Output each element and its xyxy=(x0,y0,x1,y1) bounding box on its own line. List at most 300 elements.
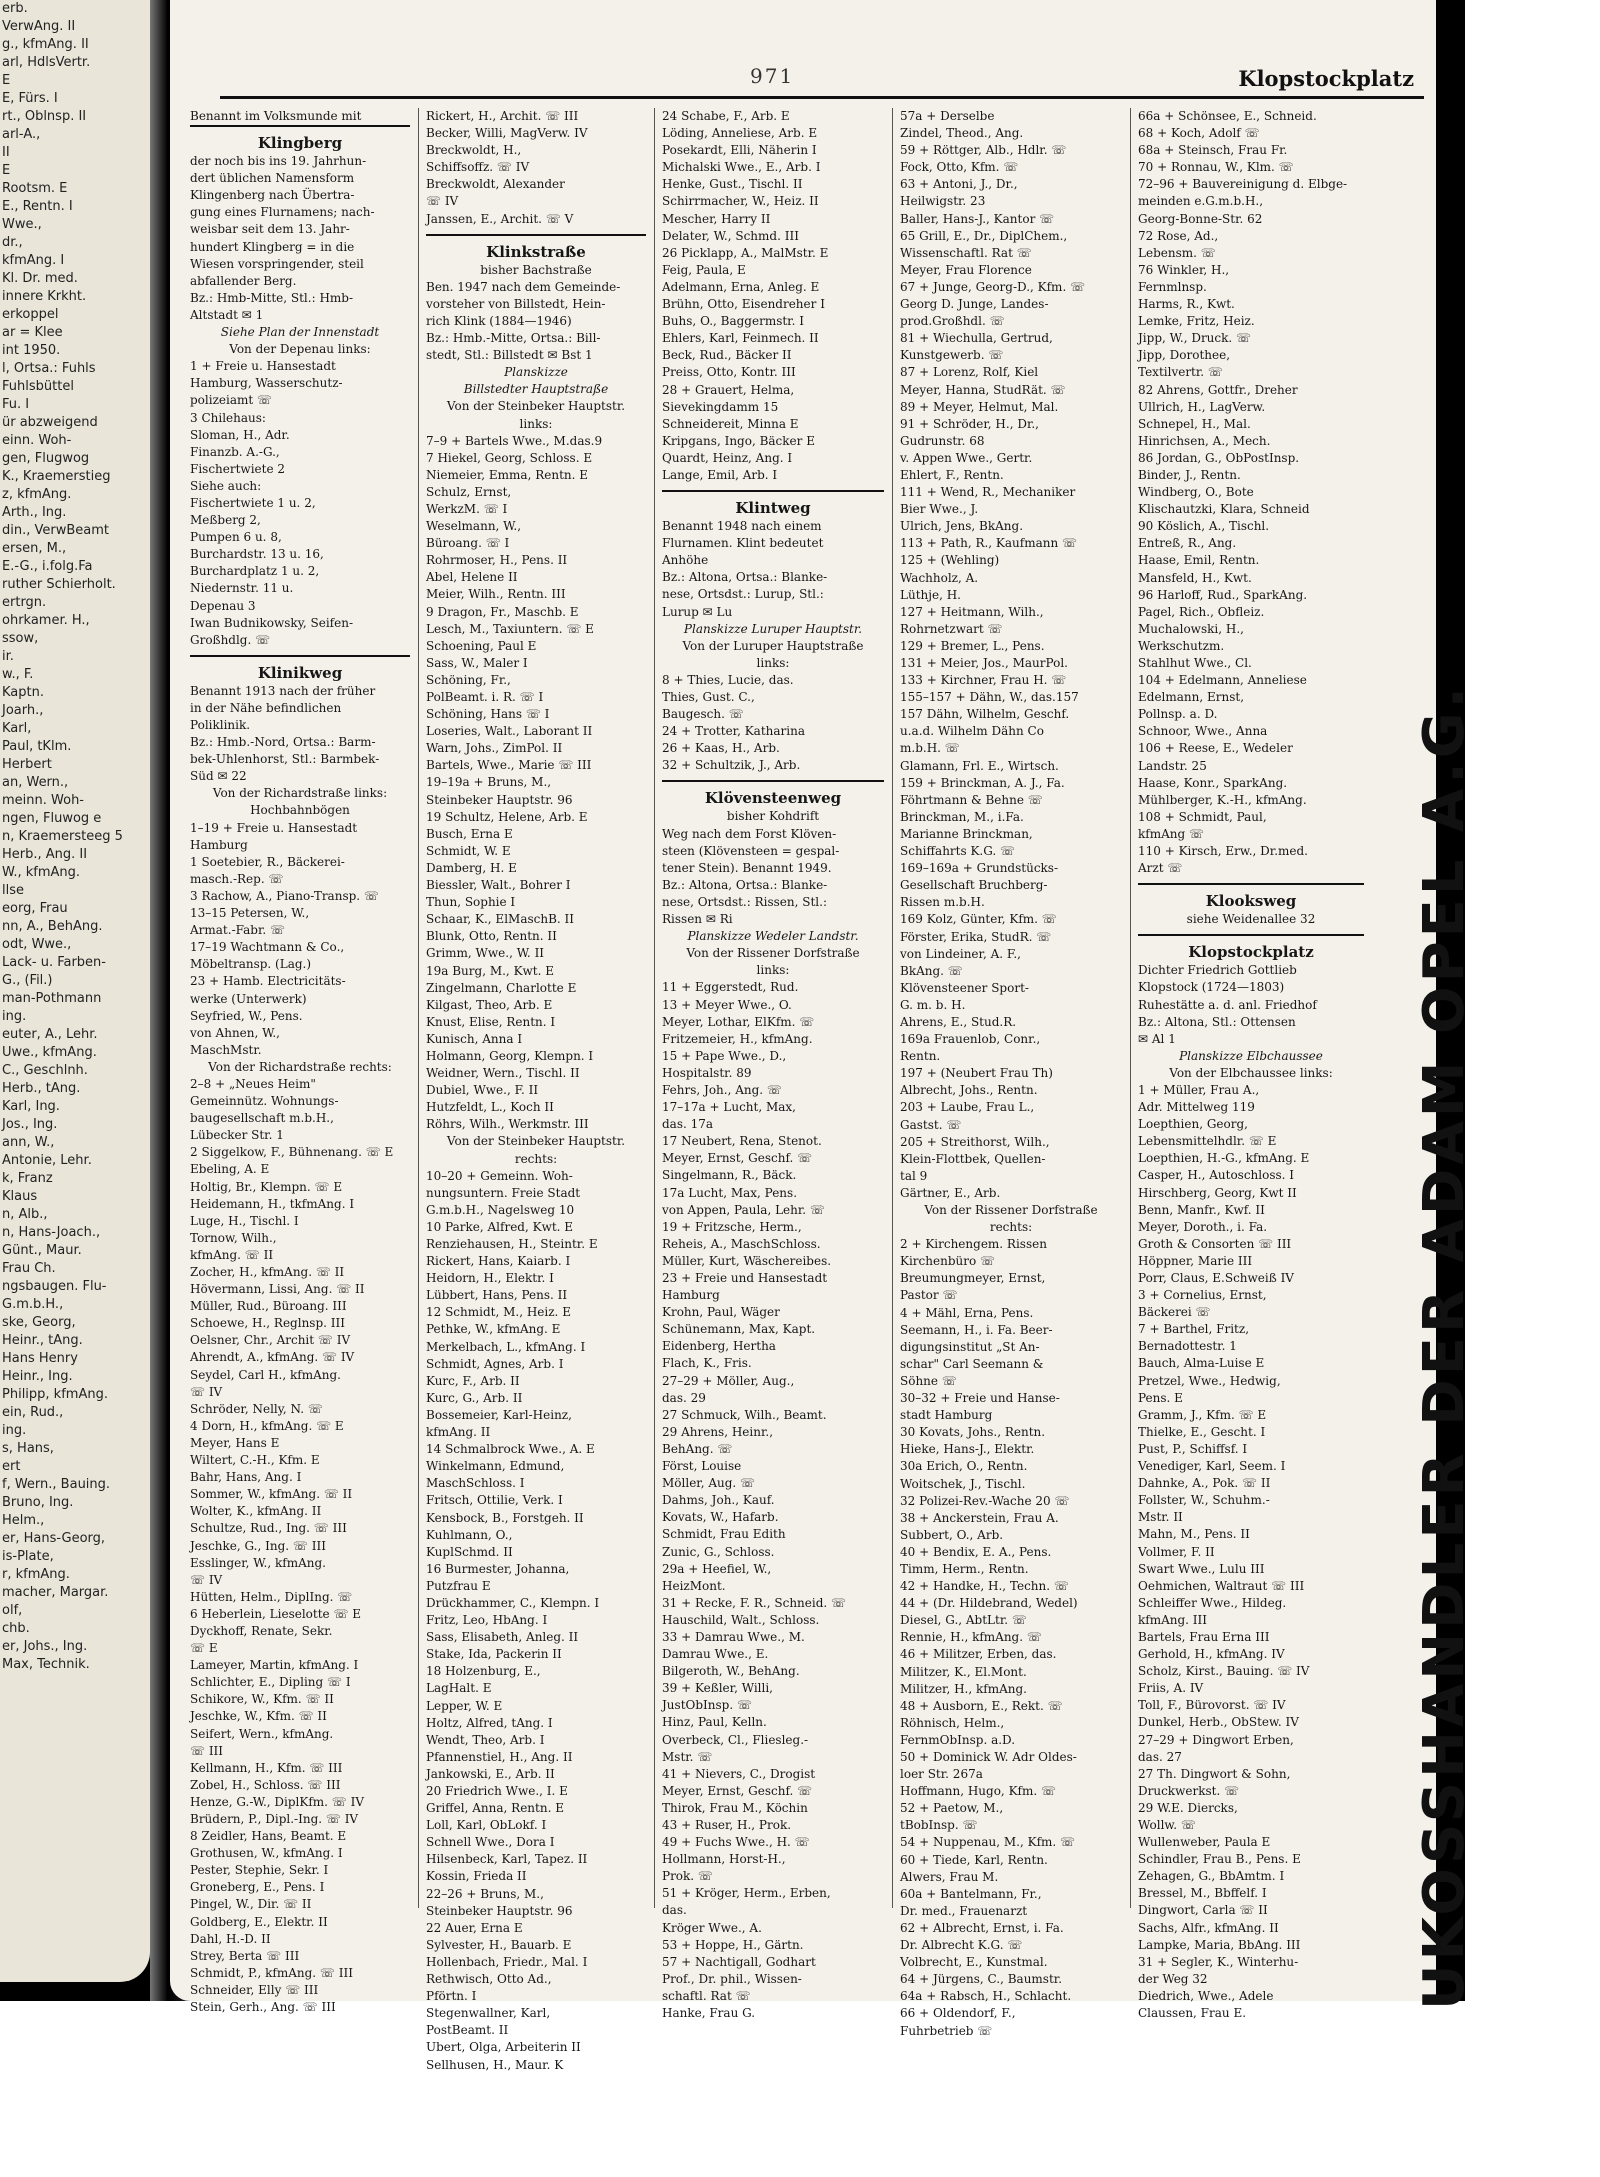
directory-entry: Haase, Konr., SparkAng. xyxy=(1138,775,1288,790)
directory-entry: Bauch, Alma-Luise E xyxy=(1138,1356,1265,1371)
directory-entry: Schiffsoffz. ☏ IV xyxy=(426,160,530,175)
directory-entry: 46 + Militzer, Erben, das. xyxy=(900,1647,1057,1662)
section-label: bisher Bachstraße xyxy=(480,262,592,277)
directory-entry: Breckwoldt, H., xyxy=(426,143,522,158)
directory-entry: Bz.: Hmb-Mitte, Stl.: Hmb- xyxy=(190,290,354,305)
directory-entry: 82 Ahrens, Gottfr., Dreher xyxy=(1138,382,1298,397)
directory-entry: G.m.b.H., Nagelsweg 10 xyxy=(426,1202,575,1217)
directory-entry: Lüthje, H. xyxy=(900,587,961,602)
directory-entry: BehAng. ☏ xyxy=(662,1441,733,1456)
left-page-line: w., F. xyxy=(2,667,34,682)
directory-entry: Swart Wwe., Lulu III xyxy=(1138,1561,1265,1576)
directory-entry: Schnepel, H., Mal. xyxy=(1138,416,1251,431)
directory-entry: Dr. Albrecht K.G. ☏ xyxy=(900,1938,1023,1953)
plan-reference: Billstedter Hauptstraße xyxy=(463,382,609,397)
directory-entry: Preiss, Otto, Kontr. III xyxy=(662,365,796,380)
directory-entry: Krohn, Paul, Wäger xyxy=(662,1305,780,1320)
directory-entry: Zehagen, G., BbAmtm. I xyxy=(1138,1869,1285,1884)
directory-entry: 13 + Meyer Wwe., O. xyxy=(662,997,792,1012)
directory-entry: Steinbeker Hauptstr. 96 xyxy=(426,792,573,807)
section-label: rechts: xyxy=(989,1220,1033,1235)
directory-entry: Benannt 1913 nach der früher xyxy=(190,683,376,698)
directory-entry: Meßberg 2, xyxy=(190,513,261,528)
directory-entry: 4 + Mähl, Erna, Pens. xyxy=(900,1305,1034,1320)
directory-entry: Rentn. xyxy=(900,1049,941,1064)
left-page-line: ar = Klee xyxy=(2,325,63,340)
directory-entry: Militzer, K., El.Mont. xyxy=(900,1664,1027,1679)
directory-entry: Mstr. II xyxy=(1138,1510,1183,1525)
directory-entry: 27–29 + Dingwort Erben, xyxy=(1138,1732,1294,1747)
directory-entry: Kilgast, Theo, Arb. E xyxy=(426,997,553,1012)
directory-entry: werke (Unterwerk) xyxy=(190,991,307,1006)
directory-entry: Söhne ☏ xyxy=(900,1373,957,1388)
left-page-line: din., VerwBeamt xyxy=(2,523,110,538)
directory-entry: 30 Kovats, Johs., Rentn. xyxy=(900,1425,1046,1440)
directory-column-4 xyxy=(900,108,1122,2038)
directory-entry: Röhnisch, Helm., xyxy=(900,1715,1005,1730)
directory-entry: Biessler, Walt., Bohrer I xyxy=(426,878,571,893)
directory-entry: Hollmann, Horst-H., xyxy=(662,1852,786,1867)
directory-entry: Baugesch. ☏ xyxy=(662,707,744,722)
directory-column-2 xyxy=(426,108,646,2072)
directory-entry: Volbrecht, E., Kunstmal. xyxy=(900,1955,1048,1970)
directory-entry: Pust, P., Schiffsf. I xyxy=(1138,1441,1248,1456)
directory-entry: 23 + Hamb. Electricitäts- xyxy=(190,974,346,989)
directory-entry: 30a Erich, O., Rentn. xyxy=(900,1459,1028,1474)
directory-entry: Zobel, H., Schloss. ☏ III xyxy=(190,1777,341,1792)
vertical-advertisement xyxy=(1410,120,1477,2020)
directory-entry: Rohrnetzwart ☏ xyxy=(900,621,1003,636)
directory-entry: 19a Burg, M., Kwt. E xyxy=(426,963,555,978)
directory-entry: Delater, W., Schmd. III xyxy=(662,228,799,243)
directory-entry: 125 + (Wehling) xyxy=(900,553,1000,568)
directory-entry: Friis, A. IV xyxy=(1138,1681,1204,1696)
directory-entry: 49 + Fuchs Wwe., H. ☏ xyxy=(662,1835,810,1850)
directory-entry: Windberg, O., Bote xyxy=(1138,485,1254,500)
directory-entry: Thirok, Frau M., Köchin xyxy=(662,1800,808,1815)
directory-entry: Röhrs, Wilh., Werkmstr. III xyxy=(426,1117,589,1132)
directory-entry: kfmAng. III xyxy=(1138,1612,1208,1627)
left-page-line: macher, Margar. xyxy=(2,1585,109,1600)
directory-entry: 1 + Müller, Frau A., xyxy=(1138,1082,1260,1097)
directory-column-5 xyxy=(1138,108,1364,2021)
directory-entry: Prof., Dr. phil., Wissen- xyxy=(662,1971,802,1986)
directory-entry: Ullrich, H., LagVerw. xyxy=(1138,399,1266,414)
directory-entry: Seydel, Carl H., kfmAng. xyxy=(190,1367,341,1382)
directory-entry: Hamburg, Wasserschutz- xyxy=(190,376,343,391)
directory-entry: Lebensm. ☏ xyxy=(1138,245,1216,260)
directory-entry: Wiltert, C.-H., Kfm. E xyxy=(190,1453,320,1468)
directory-entry: Bz.: Hmb.-Nord, Ortsa.: Barm- xyxy=(190,735,376,750)
directory-entry: Seifert, Wern., kfmAng. xyxy=(190,1726,334,1741)
directory-entry: Schaar, K., ElMaschB. II xyxy=(426,912,575,927)
directory-entry: Ulrich, Jens, BkAng. xyxy=(900,519,1024,534)
directory-entry: Knust, Elise, Rentn. I xyxy=(426,1014,556,1029)
directory-entry: 2–8 + „Neues Heim" xyxy=(190,1076,316,1091)
directory-entry: 17–17a + Lucht, Max, xyxy=(662,1100,796,1115)
directory-entry: Stake, Ida, Packerin II xyxy=(426,1647,562,1662)
directory-entry: 60 + Tiede, Karl, Rentn. xyxy=(900,1852,1048,1867)
directory-entry: 8 + Thies, Lucie, das. xyxy=(662,672,794,687)
directory-entry: Diesel, G., AbtLtr. ☏ xyxy=(900,1613,1027,1628)
left-page-line: Kaptn. xyxy=(2,685,44,700)
directory-entry: Schultze, Rud., Ing. ☏ III xyxy=(190,1521,347,1536)
directory-entry: Strey, Berta ☏ III xyxy=(190,1948,300,1963)
directory-entry: Mahn, M., Pens. II xyxy=(1138,1527,1250,1542)
left-page-line: Herbert xyxy=(2,757,52,772)
street-heading: Klooksweg xyxy=(1138,883,1364,911)
directory-entry: 14 Schmalbrock Wwe., A. E xyxy=(426,1442,595,1457)
left-page-line: ruther Schierholt. xyxy=(2,577,116,592)
left-page-line: C., Geschlnh. xyxy=(2,1063,88,1078)
directory-entry: MaschMstr. xyxy=(190,1042,262,1057)
section-label: Von der Richardstraße links: xyxy=(212,786,388,801)
directory-entry: Werkschutzm. xyxy=(1138,638,1225,653)
section-label: links: xyxy=(519,416,553,431)
directory-entry: Depenau 3 xyxy=(190,598,256,613)
directory-entry: BkAng. ☏ xyxy=(900,963,963,978)
left-page-line: Bruno, Ing. xyxy=(2,1495,74,1510)
left-page-line: Wwe., xyxy=(2,217,42,232)
left-page-line: k, Franz xyxy=(2,1171,53,1186)
directory-entry: Buhs, O., Baggermstr. I xyxy=(662,314,804,329)
directory-entry: 22 Auer, Erna E xyxy=(426,1920,523,1935)
left-page-line: K., Kraemerstieg xyxy=(2,469,111,484)
directory-entry: Schröder, Nelly, N. ☏ xyxy=(190,1401,323,1416)
directory-entry: Benannt im Volksmunde mit xyxy=(190,109,362,123)
column-divider xyxy=(892,108,893,1908)
section-label: Von der Rissener Dorfstraße xyxy=(924,1203,1098,1217)
directory-entry: 10 Parke, Alfred, Kwt. E xyxy=(426,1219,574,1234)
directory-entry: Diedrich, Wwe., Adele xyxy=(1138,1988,1274,2003)
directory-entry: 60a + Bantelmann, Fr., xyxy=(900,1886,1042,1901)
left-page-line: Uwe., kfmAng. xyxy=(2,1045,97,1060)
left-page-line: nn, A., BehAng. xyxy=(2,919,103,934)
directory-entry: Hilsenbeck, Karl, Tapez. II xyxy=(426,1852,588,1867)
left-page-line: Joarh., xyxy=(2,703,44,718)
directory-entry: loer Str. 267a xyxy=(900,1767,983,1782)
directory-entry: Hamburg xyxy=(190,837,248,852)
left-page-line: z, kfmAng. xyxy=(2,487,72,502)
directory-entry: 81 + Wiechulla, Gertrud, xyxy=(900,331,1053,346)
directory-entry: Busch, Erna E xyxy=(426,826,513,841)
directory-entry: 157 Dähn, Wilhelm, Geschf. xyxy=(900,707,1070,722)
directory-entry: HeizMont. xyxy=(662,1578,726,1593)
header-rule xyxy=(220,96,1424,99)
directory-entry: Henke, Gust., Tischl. II xyxy=(662,177,803,192)
directory-entry: 104 + Edelmann, Anneliese xyxy=(1138,673,1307,688)
directory-entry: Kossin, Frieda II xyxy=(426,1869,527,1884)
left-page-line: E xyxy=(2,163,11,178)
directory-entry: gung eines Flurnamens; nach- xyxy=(190,205,375,220)
directory-entry: Brinckman, M., i.Fa. xyxy=(900,809,1024,824)
directory-entry: 86 Jordan, G., ObPostInsp. xyxy=(1138,450,1300,465)
directory-entry: 155–157 + Dähn, W., das.157 xyxy=(900,690,1079,705)
plan-reference: Planskizze Elbchaussee xyxy=(1179,1048,1323,1063)
directory-entry: kfmAng. ☏ II xyxy=(190,1247,274,1262)
directory-entry: Marianne Brinckman, xyxy=(900,826,1033,841)
directory-entry: Fock, Otto, Kfm. ☏ xyxy=(900,160,1019,175)
directory-entry: Hinrichsen, A., Mech. xyxy=(1138,433,1271,448)
directory-entry: 111 + Wend, R., Mechaniker xyxy=(900,485,1076,500)
directory-entry: nungsuntern. Freie Stadt xyxy=(426,1185,581,1200)
directory-entry: Schirrmacher, W., Heiz. II xyxy=(662,194,819,209)
left-page-line: Fuhlsbüttel xyxy=(2,379,74,394)
directory-entry: 19–19a + Bruns, M., xyxy=(426,775,552,790)
left-page-line: gen, Flugwog xyxy=(2,451,90,466)
directory-entry: 20 Friedrich Wwe., I. E xyxy=(426,1784,568,1798)
left-page-line: Lack- u. Farben- xyxy=(2,955,106,970)
directory-entry: Rissen ✉ Ri xyxy=(662,912,733,927)
directory-entry: Wendt, Theo, Arb. I xyxy=(426,1732,545,1747)
left-page-fragment xyxy=(0,0,150,1982)
left-page-line: er, Johs., Ing. xyxy=(2,1639,88,1654)
left-page-line: euter, A., Lehr. xyxy=(2,1027,98,1042)
directory-entry: Dahms, Joh., Kauf. xyxy=(662,1493,775,1508)
left-page-line: ert xyxy=(2,1459,21,1474)
directory-entry: Höppner, Marie III xyxy=(1138,1253,1253,1268)
directory-entry: 110 + Kirsch, Erw., Dr.med. xyxy=(1138,844,1308,859)
directory-entry: Groneberg, E., Pens. I xyxy=(190,1880,325,1895)
directory-entry: nese, Ortsdst.: Rissen, Stl.: xyxy=(662,894,827,909)
directory-entry: Müller, Kurt, Wäschereibes. xyxy=(662,1253,832,1268)
directory-entry: 131 + Meier, Jos., MaurPol. xyxy=(900,656,1068,670)
directory-entry: Schmidt, Agnes, Arb. I xyxy=(426,1356,564,1371)
directory-entry: Kellmann, H., Kfm. ☏ III xyxy=(190,1760,343,1775)
left-page-line: g., kfmAng. II xyxy=(2,37,89,52)
directory-entry: Jipp, Dorothee, xyxy=(1138,348,1231,363)
directory-entry: Schöning, Hans ☏ I xyxy=(426,707,550,722)
directory-entry: Finanzb. A.-G., xyxy=(190,444,280,459)
directory-entry: Posekardt, Elli, Näherin I xyxy=(662,143,817,158)
plan-reference: Planskizze Luruper Hauptstr. xyxy=(683,621,863,636)
directory-entry: Dichter Friedrich Gottlieb xyxy=(1138,963,1297,978)
column-divider xyxy=(654,108,655,1908)
left-page-line: an, Wern., xyxy=(2,775,69,790)
directory-entry: Zingelmann, Charlotte E xyxy=(426,980,577,995)
left-page-line: Heinr., tAng. xyxy=(2,1333,83,1348)
directory-entry: schaftl. Rat ☏ xyxy=(662,1988,751,2003)
directory-entry: 159 + Brinckman, A. J., Fa. xyxy=(900,775,1065,790)
left-page-line: E, Fürs. I xyxy=(2,91,58,106)
directory-entry: tener Stein). Benannt 1949. xyxy=(662,860,832,875)
directory-entry: LagHalt. E xyxy=(426,1681,492,1696)
directory-entry: Schikore, W., Kfm. ☏ II xyxy=(190,1692,334,1707)
directory-entry: der Weg 32 xyxy=(1138,1971,1208,1986)
directory-entry: Bier Wwe., J. xyxy=(900,502,979,517)
directory-entry: 19 Schultz, Helene, Arb. E xyxy=(426,809,588,824)
directory-entry: 3 Chilehaus: xyxy=(190,410,266,425)
directory-entry: Kunisch, Anna I xyxy=(426,1031,523,1046)
plan-reference: Planskizze xyxy=(504,365,568,380)
directory-entry: Kripgans, Ingo, Bäcker E xyxy=(662,433,815,448)
left-page-line: ann, W., xyxy=(2,1135,55,1150)
directory-entry: Pastor ☏ xyxy=(900,1288,958,1303)
directory-entry: Wachholz, A. xyxy=(900,570,979,585)
directory-entry: Hamburg xyxy=(662,1288,720,1303)
directory-entry: Pingel, W., Dir. ☏ II xyxy=(190,1897,312,1912)
directory-entry: 29 W.E. Diercks, xyxy=(1138,1800,1238,1815)
directory-entry: 17–19 Wachtmann & Co., xyxy=(190,940,345,955)
directory-entry: Woitschek, J., Tischl. xyxy=(900,1476,1026,1491)
directory-entry: Fernmlnsp. xyxy=(1138,279,1207,294)
directory-entry: 1 Soetebier, R., Bäckerei- xyxy=(190,854,345,869)
directory-entry: Schnoor, Wwe., Anna xyxy=(1138,724,1268,739)
left-page-line: ersen, M., xyxy=(2,541,67,556)
street-heading: Klopstockplatz xyxy=(1138,934,1364,962)
directory-entry: Thies, Gust. C., xyxy=(662,690,755,704)
directory-entry: Eidenberg, Hertha xyxy=(662,1339,776,1354)
left-page-line: Hans Henry xyxy=(2,1351,78,1366)
directory-entry: Meyer, Frau Florence xyxy=(900,262,1032,277)
directory-entry: Gramm, J., Kfm. ☏ E xyxy=(1138,1407,1267,1422)
directory-entry: 59 + Röttger, Alb., Hdlr. ☏ xyxy=(900,143,1067,158)
left-page-line: Heinr., Ing. xyxy=(2,1369,73,1384)
directory-entry: 31 + Segler, K., Winterhu- xyxy=(1138,1954,1299,1969)
directory-entry: Schmidt, P., kfmAng. ☏ III xyxy=(190,1965,353,1980)
directory-entry: Rickert, H., Archit. ☏ III xyxy=(426,109,579,123)
directory-entry: Schmidt, W. E xyxy=(426,843,511,858)
directory-entry: Klein-Flottbek, Quellen- xyxy=(900,1151,1046,1166)
directory-entry: MaschSchloss. I xyxy=(426,1476,525,1491)
directory-entry: Pagel, Rich., Obfleiz. xyxy=(1138,604,1265,619)
directory-entry: 2 Siggelkow, F., Bühnenang. ☏ E xyxy=(190,1145,394,1160)
directory-entry: 76 Winkler, H., xyxy=(1138,262,1230,277)
directory-entry: Claussen, Frau E. xyxy=(1138,2006,1247,2021)
directory-entry: das. 27 xyxy=(1138,1749,1182,1764)
directory-entry: Stein, Gerh., Ang. ☏ III xyxy=(190,2000,336,2015)
left-page-line: is-Plate, xyxy=(2,1549,54,1564)
directory-entry: Meyer, Doroth., i. Fa. xyxy=(1138,1219,1268,1234)
advertisement-text: UKOSSHANDLER DER ADAM OPEL A.G. xyxy=(1412,683,1477,2010)
directory-entry: Sass, W., Maler I xyxy=(426,655,528,670)
directory-entry: Mescher, Harry II xyxy=(662,211,771,226)
directory-entry: Damrau Wwe., E. xyxy=(662,1647,769,1662)
directory-entry: Ehlers, Karl, Feinmech. II xyxy=(662,331,819,346)
directory-entry: Winkelmann, Edmund, xyxy=(426,1459,565,1474)
directory-entry: Blunk, Otto, Rentn. II xyxy=(426,929,557,944)
directory-entry: Loll, Karl, ObLokf. I xyxy=(426,1818,547,1833)
section-label: Von der Depenau links: xyxy=(229,342,371,357)
directory-entry: 27 Schmuck, Wilh., Beamt. xyxy=(662,1407,827,1422)
directory-entry: Weidner, Wern., Tischl. II xyxy=(426,1066,580,1081)
directory-entry: Bilgeroth, W., BehAng. xyxy=(662,1664,800,1679)
directory-entry: Timm, Herm., Rentn. xyxy=(900,1561,1029,1576)
directory-entry: Seyfried, W., Pens. xyxy=(190,1008,303,1023)
directory-entry: Heilwigstr. 23 xyxy=(900,194,986,209)
directory-entry: Tornow, Wilh., xyxy=(190,1230,277,1245)
directory-entry: Michalski Wwe., E., Arb. I xyxy=(662,160,821,175)
directory-column-3 xyxy=(662,108,884,2021)
directory-entry: Hütten, Helm., DiplIng. ☏ xyxy=(190,1589,353,1604)
directory-entry: Ehlert, F., Rentn. xyxy=(900,467,1004,482)
directory-entry: 87 + Lorenz, Rolf, Kiel xyxy=(900,365,1039,380)
directory-entry: PolBeamt. i. R. ☏ I xyxy=(426,690,544,704)
directory-entry: Mühlberger, K.-H., kfmAng. xyxy=(1138,792,1307,807)
directory-entry: Renziehausen, H., Steintr. E xyxy=(426,1237,598,1251)
directory-entry: 113 + Path, R., Kaufmann ☏ xyxy=(900,536,1078,551)
directory-entry: polizeiamt ☏ xyxy=(190,393,273,408)
directory-entry: Lange, Emil, Arb. I xyxy=(662,467,778,482)
section-label: links: xyxy=(756,963,790,978)
directory-entry: Brühn, Otto, Eisendreher I xyxy=(662,297,825,312)
directory-entry: Janssen, E., Archit. ☏ V xyxy=(426,211,574,226)
directory-entry: 27 Th. Dingwort & Sohn, xyxy=(1138,1766,1291,1781)
directory-entry: Fischertwiete 1 u. 2, xyxy=(190,495,316,510)
directory-entry: Wolter, K., kfmAng. II xyxy=(190,1504,322,1519)
directory-entry: Flach, K., Fris. xyxy=(662,1356,752,1371)
directory-entry: Bz.: Altona, Ortsa.: Blanke- xyxy=(662,570,828,585)
directory-entry: Jankowski, E., Arb. II xyxy=(426,1766,555,1781)
left-page-line: er, Hans-Georg, xyxy=(2,1531,106,1546)
left-page-line: Jos., Ing. xyxy=(2,1117,58,1132)
directory-entry: 32 + Schultzik, J., Arb. xyxy=(662,758,801,773)
section-label: Von der Elbchaussee links: xyxy=(1169,1065,1333,1080)
directory-entry: PostBeamt. II xyxy=(426,2023,509,2038)
directory-entry: 169–169a + Grundstücks- xyxy=(900,861,1059,876)
left-page-line: Karl, Ing. xyxy=(2,1099,60,1114)
left-page-line: ür abzweigend xyxy=(2,415,98,430)
directory-entry: Ben. 1947 nach dem Gemeinde- xyxy=(426,279,621,294)
directory-entry: Bartels, Wwe., Marie ☏ III xyxy=(426,758,592,773)
directory-entry: Bz.: Hmb.-Mitte, Ortsa.: Bill- xyxy=(426,331,601,346)
directory-entry: 3 + Cornelius, Ernst, xyxy=(1138,1288,1267,1303)
left-page-line: r, kfmAng. xyxy=(2,1567,70,1582)
directory-entry: 64 + Jürgens, C., Baumstr. xyxy=(900,1972,1063,1987)
left-page-line: Frau Ch. xyxy=(2,1261,56,1276)
section-label: Von der Richardstraße rechts: xyxy=(208,1059,392,1074)
directory-entry: Fritsch, Ottilie, Verk. I xyxy=(426,1493,563,1508)
directory-entry: Hollenbach, Friedr., Mal. I xyxy=(426,1954,588,1969)
directory-entry: Hanke, Frau G. xyxy=(662,2006,756,2021)
directory-entry: Jeschke, W., Kfm. ☏ II xyxy=(190,1709,327,1724)
directory-entry: Benn, Manfr., Kwf. II xyxy=(1138,1202,1265,1217)
left-page-line: Antonie, Lehr. xyxy=(2,1153,92,1168)
directory-entry: steen (Klövensteen = gespal- xyxy=(662,843,840,858)
directory-entry: Först, Louise xyxy=(662,1459,742,1474)
left-page-line: man-Pothmann xyxy=(2,991,102,1006)
directory-entry: Bernadottestr. 1 xyxy=(1138,1339,1237,1354)
directory-entry: 8 Zeidler, Hans, Beamt. E xyxy=(190,1829,347,1844)
directory-entry: Möbeltransp. (Lag.) xyxy=(190,957,312,972)
directory-entry: nese, Ortsdst.: Lurup, Stl.: xyxy=(662,587,824,602)
directory-entry: Bossemeier, Karl-Heinz, xyxy=(426,1407,572,1422)
directory-entry: Loepthien, Georg, xyxy=(1138,1117,1248,1132)
left-page-line: W., kfmAng. xyxy=(2,865,81,880)
directory-entry: Ebeling, A. E xyxy=(190,1162,270,1177)
directory-entry: prod.Großhdl. ☏ xyxy=(900,314,1005,329)
left-page-line: arl-A., xyxy=(2,127,41,142)
directory-entry: Meyer, Hanna, StudRät. ☏ xyxy=(900,382,1066,397)
directory-entry: Zunic, G., Schloss. xyxy=(662,1544,775,1559)
directory-entry: Albrecht, Johs., Rentn. xyxy=(900,1083,1038,1098)
left-page-line: ske, Georg, xyxy=(2,1315,76,1330)
directory-entry: Fischertwiete 2 xyxy=(190,461,286,476)
directory-entry: Lemke, Fritz, Heiz. xyxy=(1138,314,1255,329)
directory-entry: Stegenwallner, Karl, xyxy=(426,2006,551,2021)
page-number: 971 xyxy=(750,64,795,88)
directory-entry: Pester, Stephie, Sekr. I xyxy=(190,1863,329,1878)
left-page-line: llse xyxy=(2,883,24,898)
directory-entry: Schünemann, Max, Kapt. xyxy=(662,1322,816,1337)
directory-entry: 7 + Barthel, Fritz, xyxy=(1138,1322,1250,1337)
left-page-line: ing. xyxy=(2,1009,27,1024)
directory-entry: ☏ E xyxy=(190,1641,218,1656)
directory-entry: Holtig, Br., Klempn. ☏ E xyxy=(190,1179,343,1194)
directory-entry: kfmAng ☏ xyxy=(1138,826,1204,841)
left-page-line: dr., xyxy=(2,235,23,250)
directory-entry: Klingenberg nach Übertra- xyxy=(190,188,355,203)
